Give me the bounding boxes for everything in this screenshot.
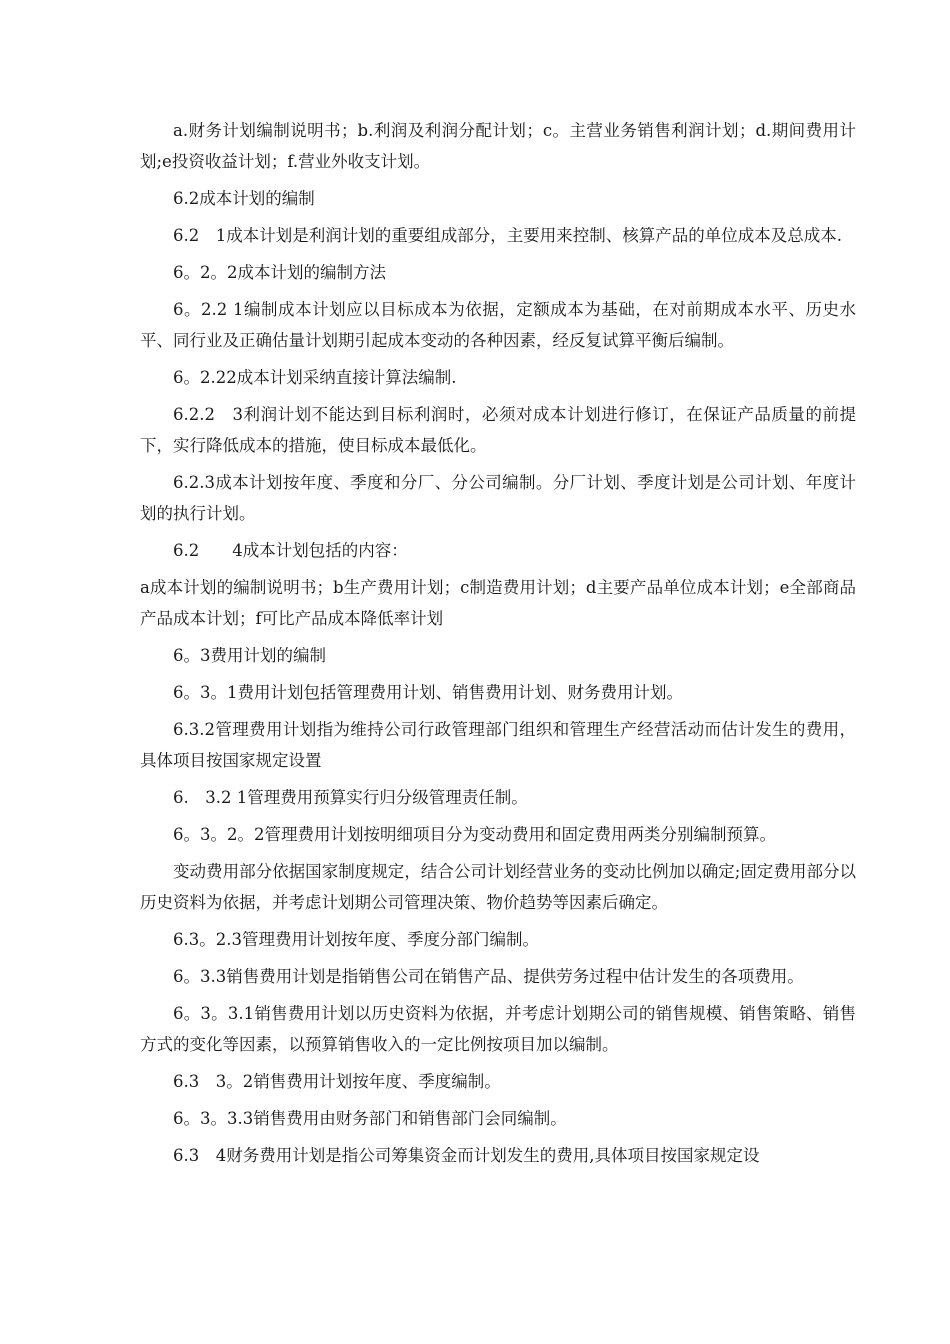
paragraph: 6。3。2。2管理费用计划按明细项目分为变动费用和固定费用两类分别编制预算。 — [173, 825, 776, 844]
paragraph: 6。2.22成本计划采纳直接计算法编制. — [173, 368, 457, 387]
section-heading: 6。2。2成本计划的编制方法 — [173, 263, 386, 282]
paragraph: 6.3。2.3管理费用计划按年度、季度分部门编制。 — [173, 930, 539, 949]
paragraph: 6. 3.2 1管理费用预算实行归分级管理责任制。 — [173, 788, 528, 807]
paragraph: 6。3.3销售费用计划是指销售公司在销售产品、提供劳务过程中估计发生的各项费用。 — [173, 967, 804, 986]
paragraph: a.财务计划编制说明书；b.利润及利润分配计划；c。主营业务销售利润计划；d.期间费用计划;e投资收益计划；f.营业外收支计划。 — [140, 121, 856, 171]
section-heading: 6。3费用计划的编制 — [173, 646, 326, 665]
paragraph: 6.3 4财务费用计划是指公司筹集资金而计划发生的费用,具体项目按国家规定设 — [173, 1146, 760, 1165]
paragraph: 6.2.3成本计划按年度、季度和分厂、分公司编制。分厂计划、季度计划是公司计划、年度计划的执行计划。 — [140, 473, 856, 523]
paragraph: 变动费用部分依据国家制度规定，结合公司计划经营业务的变动比例加以确定;固定费用部分以历史资料为依据，并考虑计划期公司管理决策、物价趋势等因素后确定。 — [140, 862, 856, 912]
list-paragraph: a成本计划的编制说明书；b生产费用计划；c制造费用计划；d主要产品单位成本计划；e全部商品产品成本计划；f可比产品成本降低率计划 — [140, 578, 856, 628]
section-heading: 6.2 4成本计划包括的内容： — [173, 541, 408, 560]
document-body — [140, 115, 856, 1177]
paragraph: 6.2 1成本计划是利润计划的重要组成部分，主要用来控制、核算产品的单位成本及总成本. — [173, 226, 842, 245]
paragraph: 6.3.2管理费用计划指为维持公司行政管理部门组织和管理生产经营活动而估计发生的费用，具体项目按国家规定设置 — [140, 720, 856, 770]
paragraph: 6。3。3.1销售费用计划以历史资料为依据，并考虑计划期公司的销售规模、销售策略、销售方式的变化等因素，以预算销售收入的一定比例按项目加以编制。 — [140, 1004, 856, 1054]
paragraph: 6.3 3。2销售费用计划按年度、季度编制。 — [173, 1072, 501, 1091]
paragraph: 6。2.2 1编制成本计划应以目标成本为依据，定额成本为基础，在对前期成本水平、历史水平、同行业及正确估量计划期引起成本变动的各种因素，经反复试算平衡后编制。 — [140, 300, 856, 350]
paragraph: 6。3。1费用计划包括管理费用计划、销售费用计划、财务费用计划。 — [173, 683, 683, 702]
section-heading: 6.2成本计划的编制 — [173, 189, 315, 208]
paragraph: 6。3。3.3销售费用由财务部门和销售部门会同编制。 — [173, 1109, 567, 1128]
paragraph: 6.2.2 3利润计划不能达到目标利润时，必须对成本计划进行修订，在保证产品质量的前提下，实行降低成本的措施，使目标成本最低化。 — [140, 405, 856, 455]
